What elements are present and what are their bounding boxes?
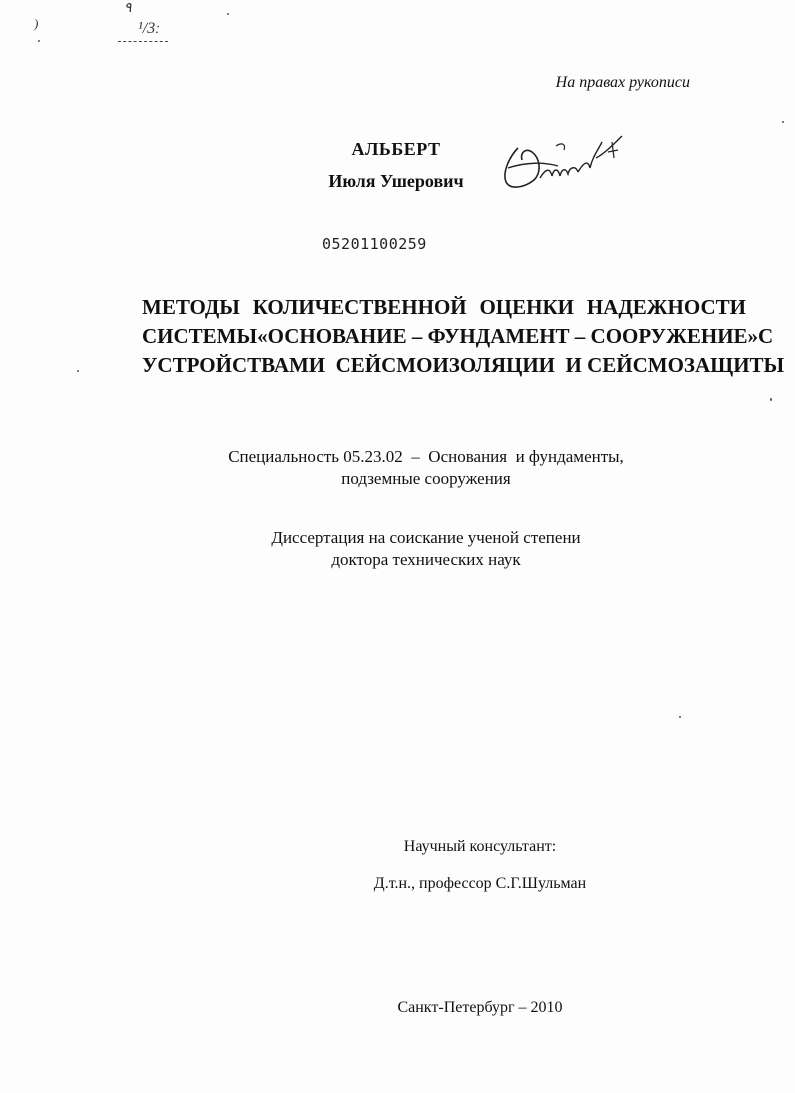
corner-handwritten-number: ¹/3ː (138, 20, 160, 37)
specialty-line-2: подземные сооружения (341, 469, 511, 488)
consultant-name: Д.т.н., профессор С.Г.Шульман (373, 875, 587, 892)
title-line-3: УСТРОЙСТВАМИ СЕЙСМОИЗОЛЯЦИИ И СЕЙСМОЗАЩИТЫ (142, 353, 785, 377)
degree-line-2: доктора технических наук (331, 550, 521, 569)
corner-underline (118, 41, 168, 42)
corner-tick-mark: ٩ (124, 1, 132, 16)
scan-speck (782, 121, 784, 123)
specialty-block (150, 446, 702, 490)
title-line-1 (142, 293, 746, 322)
dissertation-title (142, 293, 785, 380)
title-word: КОЛИЧЕСТВЕННОЙ (252, 295, 467, 319)
title-word: ОЦЕНКИ (479, 295, 575, 319)
title-word: С (758, 324, 774, 348)
scan-speck (38, 40, 40, 42)
scan-speck (227, 13, 229, 15)
author-signature (496, 128, 636, 198)
title-word: МЕТОДЫ (142, 295, 240, 319)
rights-note: На правах рукописи (555, 74, 690, 91)
title-word: НАДЕЖНОСТИ (586, 295, 746, 319)
scan-speck (770, 398, 772, 401)
city-and-year: Санкт-Петербург – 2010 (397, 999, 563, 1016)
author-surname: АЛЬБЕРТ (351, 139, 441, 159)
left-margin-paren: ) (34, 16, 39, 31)
title-line-2 (142, 322, 774, 351)
specialty-line-1: Специальность 05.23.02 – Основания и фундаменты, (228, 447, 624, 466)
registry-number: 05201100259 (322, 235, 427, 253)
author-given-names: Июля Ушерович (328, 171, 464, 191)
scan-speck (77, 370, 79, 372)
title-word: «ОСНОВАНИЕ – ФУНДАМЕНТ – СООРУЖЕНИЕ» (257, 324, 759, 348)
consultant-label: Научный консультант: (403, 838, 557, 855)
degree-block (150, 527, 702, 571)
scan-speck (679, 716, 681, 718)
degree-line-1: Диссертация на соискание ученой степени (271, 528, 581, 547)
title-word: СИСТЕМЫ (142, 324, 258, 348)
